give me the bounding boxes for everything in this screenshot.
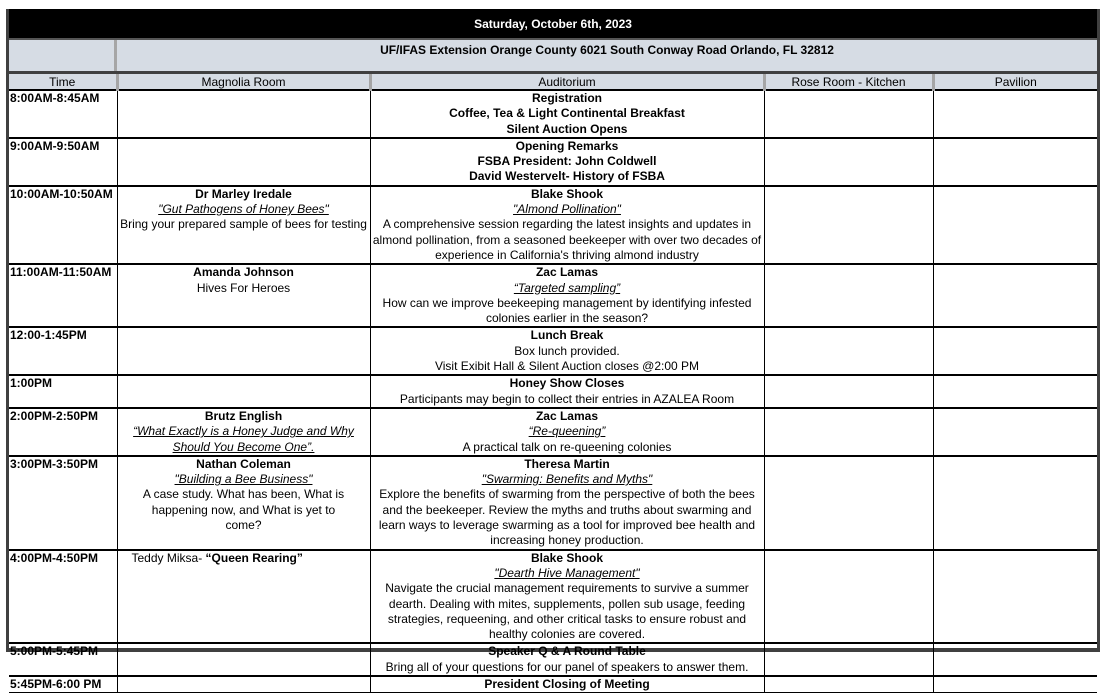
magnolia-cell <box>117 90 370 138</box>
magnolia-cell <box>117 456 370 550</box>
auditorium-cell <box>370 375 764 408</box>
rose-room-cell <box>764 90 933 138</box>
session-title: "Swarming: Benefits and Myths" <box>481 472 653 487</box>
speaker-name: Zac Lamas <box>535 265 599 280</box>
auditorium-cell <box>370 408 764 456</box>
magnolia-cell <box>117 327 370 375</box>
magnolia-cell <box>117 676 370 693</box>
time-cell: 5:00PM-5:45PM <box>9 643 117 676</box>
speaker-name: Teddy Miksa- <box>131 550 206 565</box>
session-title: “What Exactly is a Honey Judge and Why Should You Become One”. <box>133 424 354 454</box>
schedule-table <box>9 74 1097 693</box>
pavilion-cell <box>933 90 1097 138</box>
session-description: How can we improve beekeeping management by identifying infested colonies earlier in the season? <box>382 295 752 326</box>
pavilion-cell <box>933 264 1097 327</box>
auditorium-cell <box>370 550 764 644</box>
rose-room-cell <box>764 186 933 264</box>
auditorium-cell <box>370 264 764 327</box>
time-cell: 9:00AM-9:50AM <box>9 138 117 186</box>
magnolia-cell <box>117 138 370 186</box>
session-description: Participants may begin to collect their entries in AZALEA Room <box>399 391 735 406</box>
time-cell: 10:00AM-10:50AM <box>9 186 117 264</box>
time-cell: 4:00PM-4:50PM <box>9 550 117 644</box>
table-row <box>9 138 1097 186</box>
col-header-auditorium: Auditorium <box>370 74 764 90</box>
table-row <box>9 408 1097 456</box>
magnolia-cell <box>117 375 370 408</box>
speaker-name: Brutz English <box>204 408 283 423</box>
table-row <box>9 327 1097 375</box>
auditorium-cell <box>370 138 764 186</box>
session-line: Coffee, Tea & Light Continental Breakfast <box>449 106 685 121</box>
auditorium-cell <box>370 327 764 375</box>
session-description: Bring all of your questions for our panel of speakers to answer them. <box>385 659 749 674</box>
pavilion-cell <box>933 456 1097 550</box>
address-row <box>9 40 1097 74</box>
session-heading: Speaker Q & A Round Table <box>488 644 646 659</box>
session-description: Visit Exibit Hall & Silent Auction closes @2:00 PM <box>434 359 700 374</box>
auditorium-cell <box>370 456 764 550</box>
session-description: Box lunch provided. <box>514 343 620 358</box>
session-description: A case study. What has been, What is happening now, and What is yet to come? <box>142 487 345 533</box>
session-line: David Westervelt- History of FSBA <box>469 169 665 184</box>
session-line: Registration <box>531 91 602 105</box>
pavilion-cell <box>933 408 1097 456</box>
session-line: Opening Remarks <box>515 138 619 153</box>
table-row <box>9 375 1097 408</box>
pavilion-cell <box>933 327 1097 375</box>
col-header-rose-room: Rose Room - Kitchen <box>764 74 933 90</box>
auditorium-cell <box>370 676 764 693</box>
auditorium-cell <box>370 90 764 138</box>
session-description: Hives For Heroes <box>196 280 291 295</box>
pavilion-cell <box>933 138 1097 186</box>
session-description: A practical talk on re-queening colonies <box>462 439 672 454</box>
session-heading: Honey Show Closes <box>509 376 625 391</box>
session-description: Explore the benefits of swarming from the perspective of both the bees and the beekeeper. Review the myths and truths about swarming and learn ways to leverage swarming as a tool for improved bee health and increasing honey production. <box>378 487 756 548</box>
session-title: “Re-queening” <box>528 424 606 439</box>
session-description: Navigate the crucial management requirements to survive a summer dearth. Dealing with mites, supplements, pollen sub usage, feeding strategies, requeening, and other critical tasks to ensure robust and healthy colonies are covered. <box>385 581 749 642</box>
pavilion-cell <box>933 186 1097 264</box>
rose-room-cell <box>764 264 933 327</box>
speaker-name: Nathan Coleman <box>196 456 291 471</box>
session-title: “Queen Rearing” <box>205 550 303 565</box>
time-cell: 8:00AM-8:45AM <box>9 90 117 138</box>
speaker-name: Amanda Johnson <box>193 265 294 280</box>
table-row <box>9 264 1097 327</box>
speaker-name: Blake Shook <box>530 186 604 201</box>
session-title: "Gut Pathogens of Honey Bees" <box>158 202 329 217</box>
session-title: "Dearth Hive Management" <box>494 565 640 580</box>
time-cell: 12:00-1:45PM <box>9 327 117 375</box>
rose-room-cell <box>764 408 933 456</box>
time-cell: 11:00AM-11:50AM <box>9 264 117 327</box>
time-cell: 5:45PM-6:00 PM <box>9 676 117 693</box>
table-row <box>9 186 1097 264</box>
table-row <box>9 550 1097 644</box>
schedule-sheet <box>6 9 1100 691</box>
magnolia-cell <box>117 264 370 327</box>
rose-room-cell <box>764 676 933 693</box>
col-header-time: Time <box>9 74 117 90</box>
speaker-name: Theresa Martin <box>524 456 610 471</box>
auditorium-cell <box>370 186 764 264</box>
rose-room-cell <box>764 327 933 375</box>
session-line: FSBA President: John Coldwell <box>477 154 657 169</box>
column-header-row <box>9 74 1097 90</box>
pavilion-cell <box>933 375 1097 408</box>
time-cell: 2:00PM-2:50PM <box>9 408 117 456</box>
time-cell: 1:00PM <box>9 375 117 408</box>
magnolia-cell <box>117 550 370 644</box>
table-row <box>9 676 1097 693</box>
magnolia-cell <box>117 408 370 456</box>
col-header-pavilion: Pavilion <box>933 74 1097 90</box>
date-title: Saturday, October 6th, 2023 <box>9 9 1097 40</box>
pavilion-cell <box>933 676 1097 693</box>
time-cell: 3:00PM-3:50PM <box>9 456 117 550</box>
session-title: “Targeted sampling” <box>513 280 621 295</box>
speaker-name: Blake Shook <box>530 550 604 565</box>
rose-room-cell <box>764 375 933 408</box>
session-description: A comprehensive session regarding the latest insights and updates in almond pollination, from a seasoned beekeeper with over two decades of experience in California's thriving almond industry <box>372 217 762 262</box>
speaker-name: Dr Marley Iredale <box>195 186 292 201</box>
rose-room-cell <box>764 456 933 550</box>
magnolia-cell <box>117 186 370 264</box>
speaker-name: Zac Lamas <box>535 408 599 423</box>
session-heading: Lunch Break <box>530 328 604 343</box>
address-row-lead-cell <box>9 40 117 71</box>
table-row <box>9 456 1097 550</box>
table-row <box>9 90 1097 138</box>
venue-address: UF/IFAS Extension Orange County 6021 South Conway Road Orlando, FL 32812 <box>380 43 834 57</box>
col-header-magnolia: Magnolia Room <box>117 74 370 90</box>
session-line: Silent Auction Opens <box>506 121 628 136</box>
session-description: Bring your prepared sample of bees for testing <box>120 217 367 232</box>
session-title: "Almond Pollination" <box>513 202 621 217</box>
pavilion-cell <box>933 550 1097 644</box>
rose-room-cell <box>764 138 933 186</box>
session-heading: President Closing of Meeting <box>484 676 650 691</box>
rose-room-cell <box>764 550 933 644</box>
session-title: "Building a Bee Business" <box>174 472 313 487</box>
